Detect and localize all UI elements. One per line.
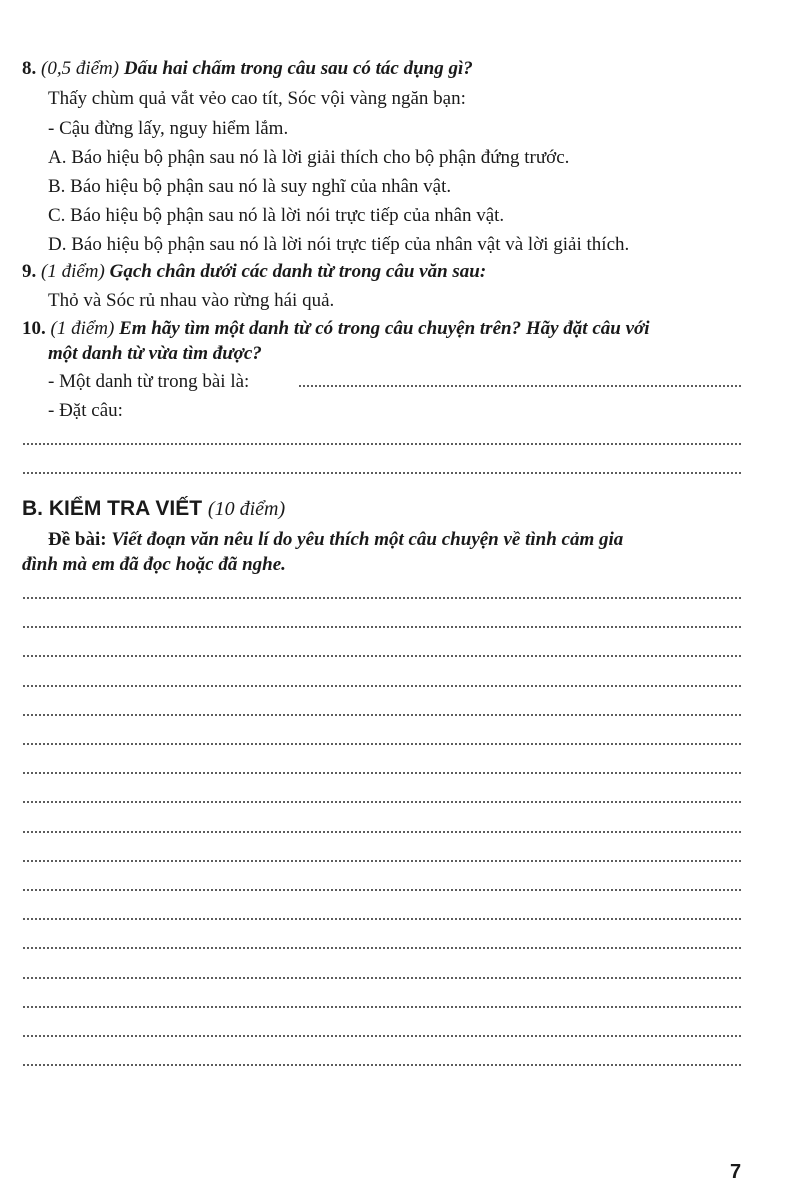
essay-writing-line[interactable] <box>22 889 743 891</box>
q8-header <box>22 57 473 81</box>
essay-writing-line[interactable] <box>22 918 743 920</box>
q8-points: (0,5 điểm) <box>41 58 120 79</box>
essay-writing-line[interactable] <box>22 801 743 803</box>
q9-points: (1 điểm) <box>41 261 105 282</box>
q8-option-a: A. Báo hiệu bộ phận sau nó là lời giải thích cho bộ phận đứng trước. <box>48 147 570 168</box>
section-b-points: (10 điểm) <box>207 498 286 520</box>
q8-quote-line1: Thấy chùm quả vắt vẻo cao tít, Sóc vội vàng ngăn bạn: <box>48 88 466 109</box>
essay-writing-line[interactable] <box>22 714 743 716</box>
essay-writing-line[interactable] <box>22 626 743 628</box>
q9-prompt: Gạch chân dưới các danh từ trong câu văn sau: <box>109 261 487 282</box>
q10-header <box>22 317 649 341</box>
essay-writing-line[interactable] <box>22 1035 743 1037</box>
q10-prompt-line1: Em hãy tìm một danh từ có trong câu chuyện trên? Hãy đặt câu với <box>119 318 650 339</box>
q10-noun-label: - Một danh từ trong bài là: <box>48 371 250 392</box>
q10-sentence-answer-line-2[interactable] <box>22 472 743 474</box>
q10-number: 10. <box>22 318 46 339</box>
section-b-task-label: Đề bài: <box>48 529 107 550</box>
section-b-task-line1 <box>48 528 623 552</box>
essay-writing-line[interactable] <box>22 977 743 979</box>
essay-writing-line[interactable] <box>22 772 743 774</box>
q9-header <box>22 260 486 284</box>
essay-writing-line[interactable] <box>22 743 743 745</box>
q9-sentence: Thỏ và Sóc rủ nhau vào rừng hái quả. <box>48 290 335 311</box>
q8-quote-line2: - Cậu đừng lấy, nguy hiểm lắm. <box>48 118 289 139</box>
q10-noun-answer-line[interactable] <box>298 385 743 387</box>
q8-prompt: Dấu hai chấm trong câu sau có tác dụng gì? <box>123 58 473 79</box>
q8-option-c: C. Báo hiệu bộ phận sau nó là lời nói trực tiếp của nhân vật. <box>48 205 505 226</box>
essay-writing-line[interactable] <box>22 597 743 599</box>
section-b-title: B. KIỂM TRA VIẾT <box>22 497 203 520</box>
section-b-task-line2: đình mà em đã đọc hoặc đã nghe. <box>22 554 286 575</box>
section-b-heading <box>22 497 285 521</box>
q8-option-d: D. Báo hiệu bộ phận sau nó là lời nói trực tiếp của nhân vật và lời giải thích. <box>48 234 630 255</box>
q8-option-b: B. Báo hiệu bộ phận sau nó là suy nghĩ của nhân vật. <box>48 176 452 197</box>
essay-writing-line[interactable] <box>22 860 743 862</box>
essay-writing-line[interactable] <box>22 1006 743 1008</box>
essay-writing-line[interactable] <box>22 947 743 949</box>
q10-prompt-line2: một danh từ vừa tìm được? <box>48 343 262 364</box>
essay-writing-line[interactable] <box>22 685 743 687</box>
q9-number: 9. <box>22 261 37 282</box>
essay-writing-line[interactable] <box>22 655 743 657</box>
q10-points: (1 điểm) <box>50 318 115 339</box>
essay-writing-line[interactable] <box>22 1064 743 1066</box>
q10-sentence-label: - Đặt câu: <box>48 400 123 421</box>
q10-sentence-answer-line-1[interactable] <box>22 443 743 445</box>
q8-number: 8. <box>22 58 37 79</box>
page-number: 7 <box>730 1161 742 1183</box>
section-b-task-text-1: Viết đoạn văn nêu lí do yêu thích một câu chuyện về tình cảm gia <box>111 529 624 550</box>
essay-writing-line[interactable] <box>22 831 743 833</box>
